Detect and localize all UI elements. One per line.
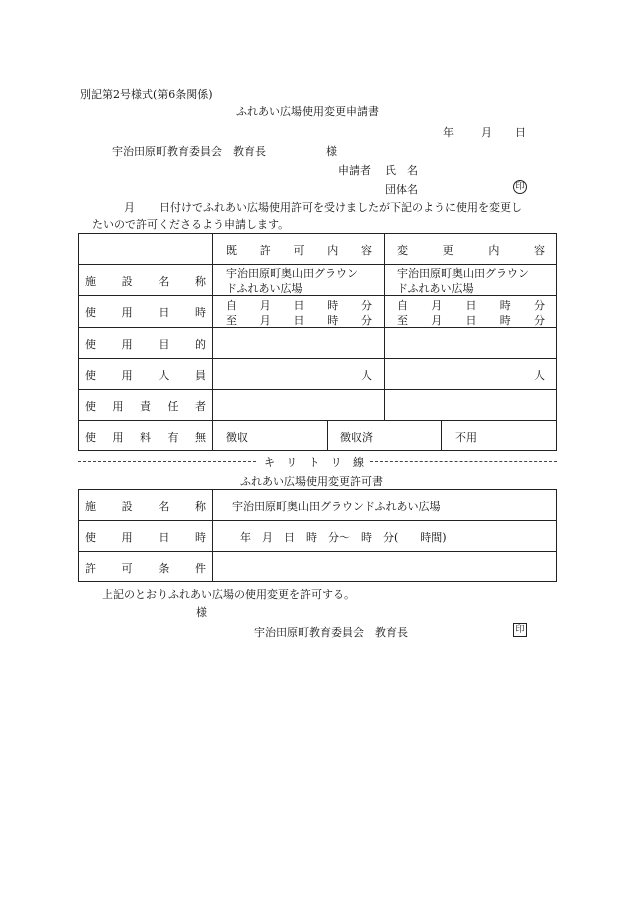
row-purpose-label-char: 目 (158, 338, 170, 351)
datetime-unit: 至 (226, 314, 237, 327)
applicant-label: 申請者 (338, 164, 371, 177)
row-fee-label-char: 料 (140, 431, 151, 444)
form-reference: 別記第2号様式(第6条関係) (80, 88, 213, 101)
row-facility-label-char: 設 (121, 275, 133, 288)
row-datetime-label-char: 時 (194, 306, 206, 319)
datetime-unit: 至 (397, 314, 408, 327)
permit-row-facility-label-char: 称 (194, 500, 206, 513)
permit-row-condition-label-char: 件 (194, 562, 206, 575)
recipient: 宇治田原町教育委員会 教育長 (112, 145, 266, 158)
row-purpose-label-char: 使 (85, 338, 96, 351)
row-facility-label-char: 名 (158, 275, 170, 288)
row-people-label-char: 員 (194, 369, 206, 382)
row-fee-label (85, 429, 206, 445)
col-change-char: 内 (488, 244, 500, 257)
date-month-label: 月 (481, 126, 492, 139)
datetime-unit: 月 (259, 314, 271, 327)
existing-to-units (226, 312, 372, 328)
cut-line-label (264, 454, 364, 470)
facility-existing-line1: 宇治田原町奥山田グラウン (226, 267, 358, 280)
permit-title: ふれあい広場使用変更許可書 (240, 475, 383, 488)
row-manager-label-char: 者 (195, 400, 206, 413)
body-line-2: たいので許可くださるよう申請します。 (92, 218, 290, 231)
recipient-honorific: 様 (326, 145, 337, 158)
date-year-label: 年 (443, 126, 454, 139)
permit-row-facility-label-char: 施 (85, 500, 96, 513)
col-existing-permit-char: 可 (293, 244, 305, 257)
permit-facility-value: 宇治田原町奥山田グラウンドふれあい広場 (232, 500, 441, 513)
permit-row-facility-label-char: 設 (121, 500, 133, 513)
row-people-label (85, 367, 206, 383)
datetime-unit: 分 (361, 314, 372, 327)
col-change-char: 容 (533, 244, 545, 257)
row-manager-label-char: 用 (112, 400, 124, 413)
change-from-units (397, 297, 545, 313)
datetime-unit: 分 (534, 314, 545, 327)
row-datetime-label-char: 日 (158, 306, 170, 319)
datetime-unit: 時 (327, 299, 339, 312)
facility-change-line2: ドふれあい広場 (397, 282, 474, 295)
datetime-unit: 時 (499, 314, 511, 327)
datetime-unit: 月 (431, 314, 443, 327)
group-name-label: 団体名 (385, 183, 418, 196)
permit-row-facility-label-char: 名 (158, 500, 170, 513)
permit-row-datetime-label-char: 時 (194, 531, 206, 544)
fee-option-collected: 徴収済 (340, 431, 373, 444)
col-change-char: 変 (397, 244, 408, 257)
row-fee-label-char: 用 (112, 431, 124, 444)
permit-row-datetime-label-char: 使 (85, 531, 96, 544)
body-month-label: 月 (124, 201, 135, 214)
fee-option-unneeded: 不用 (455, 431, 477, 444)
cut-line-left (78, 461, 256, 462)
col-existing-permit-char: 既 (226, 244, 237, 257)
facility-change-line1: 宇治田原町奥山田グラウン (397, 267, 529, 280)
row-fee-label-char: 使 (85, 431, 96, 444)
permit-row-condition-label-char: 可 (121, 562, 133, 575)
row-manager-label (85, 398, 206, 414)
application-title: ふれあい広場使用変更申請書 (236, 105, 379, 118)
row-fee-label-char: 無 (195, 431, 206, 444)
datetime-unit: 日 (465, 314, 477, 327)
row-facility-label-char: 称 (194, 275, 206, 288)
cut-line-label-char: ト (308, 456, 320, 469)
row-datetime-label-char: 使 (85, 306, 96, 319)
datetime-unit: 自 (226, 299, 237, 312)
applicant-seal: 印 (513, 180, 527, 194)
row-manager-label-char: 任 (167, 400, 179, 413)
people-unit-change: 人 (534, 369, 545, 382)
row-people-label-char: 用 (121, 369, 133, 382)
datetime-unit: 日 (293, 299, 305, 312)
permit-row-condition-label (85, 560, 206, 576)
datetime-unit: 時 (327, 314, 339, 327)
cut-line-label-char: リ (330, 456, 342, 469)
row-facility-label-char: 施 (85, 275, 96, 288)
permit-row-condition-label-char: 許 (85, 562, 96, 575)
datetime-unit: 分 (534, 299, 545, 312)
row-facility-label (85, 273, 206, 289)
permit-honorific: 様 (196, 606, 207, 619)
row-people-label-char: 使 (85, 369, 96, 382)
row-purpose-label-char: 的 (194, 338, 206, 351)
permit-row-condition-label-char: 条 (158, 562, 170, 575)
datetime-unit: 月 (259, 299, 271, 312)
datetime-unit: 日 (465, 299, 477, 312)
datetime-unit: 日 (293, 314, 305, 327)
permit-row-datetime-label-char: 用 (121, 531, 133, 544)
col-existing-permit-char: 許 (259, 244, 271, 257)
row-manager-label-char: 責 (140, 400, 151, 413)
datetime-unit: 月 (431, 299, 443, 312)
date-day-label: 日 (515, 126, 526, 139)
permit-statement: 上記のとおりふれあい広場の使用変更を許可する。 (102, 588, 355, 601)
col-existing-permit-char: 内 (327, 244, 339, 257)
facility-existing-line2: ドふれあい広場 (226, 282, 303, 295)
permit-datetime-value: 年 月 日 時 分～ 時 分( 時間) (240, 531, 447, 544)
issuer-seal: 印 (513, 623, 527, 637)
row-datetime-label-char: 用 (121, 306, 133, 319)
datetime-unit: 自 (397, 299, 408, 312)
body-line-1: 日付けでふれあい広場使用許可を受けましたが下記のように使用を変更し (159, 201, 522, 214)
col-existing-permit-char: 容 (361, 244, 372, 257)
permit-row-facility-label (85, 498, 206, 514)
permit-issuer: 宇治田原町教育委員会 教育長 (254, 626, 408, 639)
people-unit-existing: 人 (361, 369, 372, 382)
applicant-name-label: 氏 名 (385, 164, 418, 177)
row-manager-label-char: 使 (85, 400, 96, 413)
row-people-label-char: 人 (158, 369, 170, 382)
permit-row-datetime-label-char: 日 (158, 531, 170, 544)
cut-line-right (370, 461, 557, 462)
row-purpose-label (85, 336, 206, 352)
cut-line-label-char: 線 (353, 456, 364, 469)
datetime-unit: 時 (499, 299, 511, 312)
col-change (397, 242, 545, 258)
col-existing-permit (226, 242, 372, 258)
existing-from-units (226, 297, 372, 313)
row-datetime-label (85, 304, 206, 320)
permit-row-datetime-label (85, 529, 206, 545)
datetime-unit: 分 (361, 299, 372, 312)
cut-line-label-char: キ (264, 456, 275, 469)
fee-option-collect: 徴収 (226, 431, 248, 444)
change-to-units (397, 312, 545, 328)
row-purpose-label-char: 用 (121, 338, 133, 351)
cut-line-label-char: リ (286, 456, 298, 469)
col-change-char: 更 (442, 244, 454, 257)
row-fee-label-char: 有 (167, 431, 179, 444)
